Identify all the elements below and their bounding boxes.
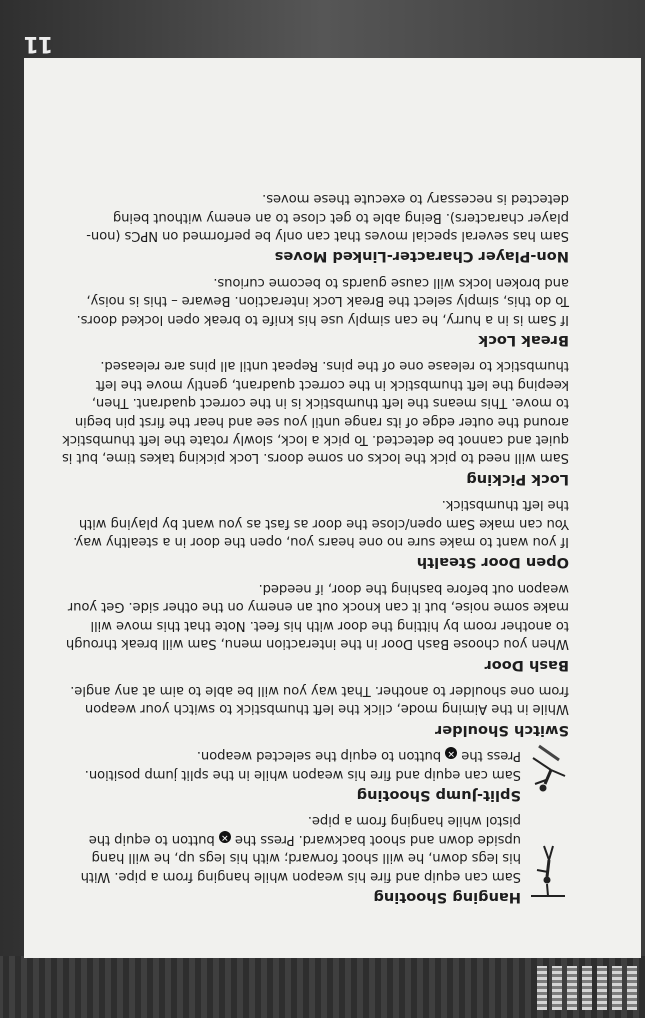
x-button-icon: ✕ bbox=[219, 831, 231, 843]
decorative-header-band bbox=[0, 956, 645, 1018]
section-heading: Hanging Shooting bbox=[373, 889, 521, 906]
section-body: Sam can equip and fire his weapon while in the split jump position. Press the ✕ button to equip the selected weapon. bbox=[84, 748, 521, 782]
section-heading: Bash Door bbox=[484, 656, 569, 674]
manual-page-body bbox=[24, 58, 641, 958]
section-body: Sam can equip and fire his weapon while hanging from a pipe. With his legs down, he will shoot forward; with his legs up, he will hang upside down and shoot backward. Press the ✕ button to equip the pistol while hanging from a pipe. bbox=[80, 813, 521, 884]
section-bash-door bbox=[61, 579, 569, 674]
section-switch-shoulder bbox=[61, 681, 569, 739]
decorative-bars bbox=[537, 966, 637, 1010]
section-lock-picking bbox=[61, 356, 569, 488]
text-column bbox=[61, 182, 569, 910]
section-body: While in the Aiming mode, click the left thumbstick to switch your weapon from one shoulder to another. That way you will be able to aim at any angle. bbox=[70, 682, 569, 717]
section-heading: Non-Player Character-Linked Moves bbox=[274, 248, 569, 266]
section-body: Sam has several special moves that can only be performed on NPCs (non-player characters). Being able to get close to an enemy without being detected is necessary to execute these moves. bbox=[86, 191, 569, 243]
section-body: If you want to make sure no one hears you, open the door in a stealthy way. You can make Sam open/close the door as fast as you want by playing with the left thumbstick. bbox=[73, 497, 569, 550]
x-button-icon: ✕ bbox=[445, 747, 457, 759]
section-open-door-stealth bbox=[61, 495, 569, 572]
section-split-jump-shooting bbox=[61, 746, 569, 804]
section-heading: Break Lock bbox=[478, 332, 569, 350]
hanging-figure-icon bbox=[529, 842, 567, 900]
section-heading: Lock Picking bbox=[466, 470, 569, 488]
section-body: When you choose Bash Door in the interaction menu, Sam will break through to another room by hitting the door with his feet. Note that this move will make some noise, but it can knock out an enemy on the other side. Get your weapon out before bashing the door, if needed. bbox=[66, 580, 569, 652]
section-heading: Split-Jump Shooting bbox=[356, 786, 521, 804]
section-heading: Open Door Stealth bbox=[416, 554, 569, 572]
page-number: 11 bbox=[24, 31, 53, 56]
section-hanging-shooting bbox=[61, 811, 569, 906]
split-jump-figure-icon bbox=[529, 740, 567, 798]
section-body: If Sam is in a hurry, he can simply use his knife to break open locked doors. To do this, simply select the Break Lock interaction. Beware – this is noisy, and broken locks will cause guards to become curious. bbox=[76, 274, 569, 327]
section-break-lock bbox=[61, 272, 569, 349]
section-npc-linked-moves bbox=[61, 189, 569, 266]
section-heading: Switch Shoulder bbox=[435, 721, 569, 739]
section-body: Sam will need to pick the locks on some doors. Lock picking takes time, but is quiet and cannot be detected. To pick a lock, slowly rotate the left thumbstick around the outer edge of its range until you see and hear the first pin begin to move. This means the left thumbstick is in the correct quadrant. Then, keeping the left thumbstick in the correct quadrant, gently move the left thumbstick to release one of the pins. Repeat until all pins are released. bbox=[62, 358, 569, 466]
